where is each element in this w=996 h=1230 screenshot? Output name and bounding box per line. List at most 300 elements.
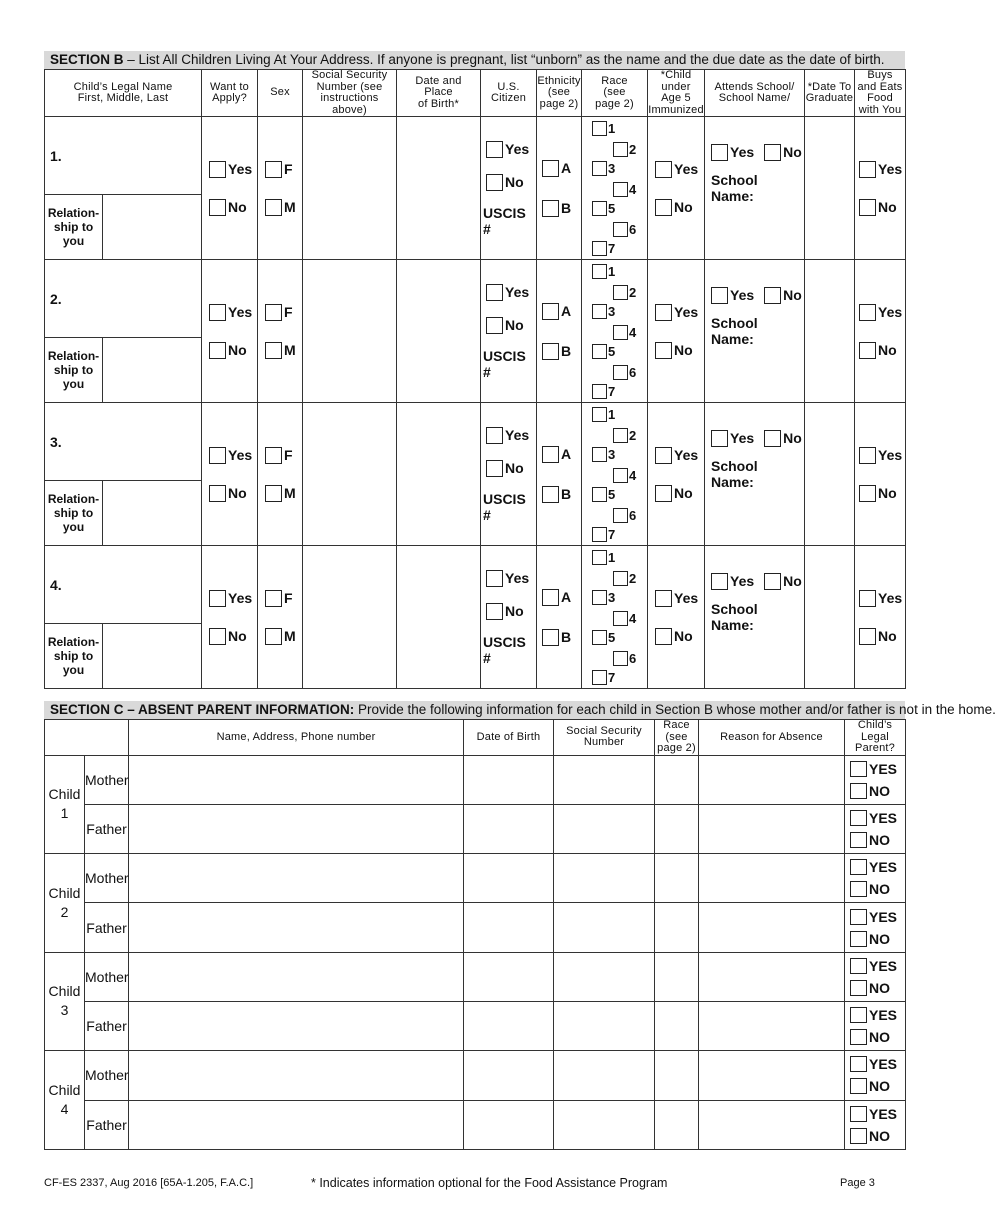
legal-parent-yes-checkbox[interactable] (850, 909, 867, 925)
citizen-yes[interactable] (486, 425, 536, 445)
race-option-1-checkbox[interactable] (592, 407, 607, 422)
buys-food-yes[interactable] (859, 445, 905, 465)
graduate-date-field[interactable] (805, 260, 855, 403)
race-option-7-checkbox[interactable] (592, 241, 607, 256)
race-option-3[interactable] (592, 447, 615, 462)
immunized-no-checkbox[interactable] (655, 199, 672, 216)
relationship-field[interactable] (103, 481, 201, 545)
apply-no[interactable] (209, 197, 257, 217)
ethnicity-a-checkbox[interactable] (542, 589, 559, 606)
parent-name-address-field[interactable] (129, 1001, 464, 1050)
graduate-date-field[interactable] (805, 117, 855, 260)
sex-male-checkbox[interactable] (265, 199, 282, 216)
legal-parent-yes-checkbox[interactable] (850, 761, 867, 777)
race-option-3-checkbox[interactable] (592, 590, 607, 605)
father-label-text: Father (86, 1116, 127, 1133)
school-no-label: No (783, 144, 802, 160)
ethnicity-b[interactable] (542, 484, 581, 504)
race-option-7[interactable] (592, 670, 615, 685)
race-option-3-checkbox[interactable] (592, 447, 607, 462)
race-option-1-checkbox[interactable] (592, 550, 607, 565)
parent-race-field[interactable] (655, 804, 699, 853)
apply-yes-checkbox[interactable] (209, 304, 226, 321)
parent-name-address-field[interactable] (129, 903, 464, 952)
parent-race-field[interactable] (655, 1100, 699, 1149)
ethnicity-a-checkbox[interactable] (542, 160, 559, 177)
race-option-7-checkbox[interactable] (592, 670, 607, 685)
parent-race-field[interactable] (655, 1001, 699, 1050)
citizen-no[interactable] (486, 458, 536, 478)
parent-race-field[interactable] (655, 952, 699, 1001)
apply-yes[interactable] (209, 445, 257, 465)
ssn-field[interactable] (303, 260, 397, 403)
legal-parent-no-checkbox[interactable] (850, 881, 867, 897)
school-no-checkbox[interactable] (764, 573, 781, 590)
child-name-field[interactable] (45, 403, 201, 481)
citizen-no-checkbox[interactable] (486, 603, 503, 620)
race-option-2-checkbox[interactable] (613, 428, 628, 443)
legal-parent-yes-checkbox[interactable] (850, 1056, 867, 1072)
buys-food-no[interactable] (859, 197, 905, 217)
race-option-6-checkbox[interactable] (613, 222, 628, 237)
race-option-5-checkbox[interactable] (592, 630, 607, 645)
parent-dob-field[interactable] (464, 903, 554, 952)
citizen-yes[interactable] (486, 139, 536, 159)
race-option-4-checkbox[interactable] (613, 468, 628, 483)
race-option-3[interactable] (592, 590, 615, 605)
buys-food-yes-checkbox[interactable] (859, 447, 876, 464)
race-option-5[interactable] (592, 487, 615, 502)
sex-male[interactable] (265, 340, 302, 360)
apply-yes-checkbox[interactable] (209, 447, 226, 464)
legal-parent-yes[interactable] (850, 807, 905, 829)
ethnicity-b-checkbox[interactable] (542, 486, 559, 503)
citizen-yes-label: Yes (505, 427, 530, 443)
child-label (45, 854, 85, 953)
apply-no-checkbox[interactable] (209, 199, 226, 216)
dob-place-field[interactable] (397, 260, 481, 403)
immunized-yes-checkbox[interactable] (655, 161, 672, 178)
sex-male[interactable] (265, 197, 302, 217)
relationship-label-text: Relation- ship to you (47, 349, 100, 391)
buys-food-yes[interactable] (859, 302, 905, 322)
ethnicity-a-checkbox[interactable] (542, 446, 559, 463)
immunized-yes-checkbox[interactable] (655, 447, 672, 464)
sex-male[interactable] (265, 626, 302, 646)
parent-name-address-field[interactable] (129, 755, 464, 804)
school-cell (705, 260, 805, 403)
parent-dob-field[interactable] (464, 755, 554, 804)
race-option-1-checkbox[interactable] (592, 264, 607, 279)
legal-parent-yes[interactable] (850, 1004, 905, 1026)
citizen-yes-checkbox[interactable] (486, 427, 503, 444)
race-option-2-checkbox[interactable] (613, 285, 628, 300)
race-option-2-checkbox[interactable] (613, 142, 628, 157)
citizen-yes-label: Yes (505, 284, 530, 300)
race-option-7-checkbox[interactable] (592, 384, 607, 399)
school-yes[interactable] (711, 285, 754, 305)
parent-ssn-field[interactable] (554, 1100, 655, 1149)
buys-food-no[interactable] (859, 340, 905, 360)
immunized-no[interactable] (655, 340, 704, 360)
sex-male-checkbox[interactable] (265, 342, 282, 359)
immunized-no[interactable] (655, 483, 704, 503)
school-no[interactable] (764, 285, 802, 305)
citizen-yes[interactable] (486, 282, 536, 302)
parent-dob-field[interactable] (464, 854, 554, 903)
legal-parent-yes-label: YES (869, 957, 898, 974)
immunized-no-checkbox[interactable] (655, 628, 672, 645)
absence-reason-field[interactable] (699, 952, 845, 1001)
header-child-name-text: Child’s Legal Name First, Middle, Last (73, 80, 173, 104)
immunized-no[interactable] (655, 626, 704, 646)
ethnicity-a[interactable] (542, 587, 581, 607)
relationship-field[interactable] (103, 338, 201, 402)
buys-food-no-checkbox[interactable] (859, 342, 876, 359)
race-option-2[interactable] (613, 571, 636, 586)
sex-male[interactable] (265, 483, 302, 503)
ssn-field[interactable] (303, 117, 397, 260)
absence-reason-field[interactable] (699, 1100, 845, 1149)
ethnicity-a[interactable] (542, 301, 581, 321)
school-yes-label: Yes (730, 573, 755, 589)
race-option-2-checkbox[interactable] (613, 571, 628, 586)
school-yes[interactable] (711, 571, 754, 591)
race-option-1[interactable] (592, 407, 615, 422)
ethnicity-b[interactable] (542, 198, 581, 218)
graduate-date-field[interactable] (805, 546, 855, 689)
race-option-7-checkbox[interactable] (592, 527, 607, 542)
legal-parent-no[interactable] (850, 829, 905, 851)
race-option-6[interactable] (613, 365, 636, 380)
immunized-no-checkbox[interactable] (655, 342, 672, 359)
race-option-6-label: 6 (629, 364, 637, 380)
legal-parent-yes-label: YES (869, 1056, 898, 1073)
race-option-4[interactable] (613, 611, 636, 626)
legal-parent-no[interactable] (850, 780, 905, 802)
buys-food-no-label: No (878, 199, 897, 215)
want-to-apply-cell (202, 260, 258, 403)
race-option-6-checkbox[interactable] (613, 651, 628, 666)
parent-dob-field[interactable] (464, 952, 554, 1001)
parent-race-field[interactable] (655, 755, 699, 804)
legal-parent-no[interactable] (850, 1125, 905, 1147)
race-option-6-checkbox[interactable] (613, 508, 628, 523)
race-option-5[interactable] (592, 630, 615, 645)
parent-ssn-field[interactable] (554, 1001, 655, 1050)
school-no-checkbox[interactable] (764, 144, 781, 161)
apply-no-checkbox[interactable] (209, 485, 226, 502)
ethnicity-b[interactable] (542, 627, 581, 647)
ethnicity-a-label: A (561, 446, 572, 462)
parent-dob-field[interactable] (464, 1100, 554, 1149)
race-option-3[interactable] (592, 304, 615, 319)
race-option-6[interactable] (613, 222, 636, 237)
race-option-2[interactable] (613, 285, 636, 300)
apply-no[interactable] (209, 483, 257, 503)
parent-name-address-field[interactable] (129, 1100, 464, 1149)
parent-ssn-field[interactable] (554, 903, 655, 952)
absence-reason-field[interactable] (699, 804, 845, 853)
apply-yes-checkbox[interactable] (209, 161, 226, 178)
sex-male-checkbox[interactable] (265, 485, 282, 502)
sex-female-checkbox[interactable] (265, 161, 282, 178)
parent-ssn-field[interactable] (554, 804, 655, 853)
parent-race-field[interactable] (655, 854, 699, 903)
race-option-1[interactable] (592, 550, 615, 565)
legal-parent-yes-checkbox[interactable] (850, 958, 867, 974)
apply-no-checkbox[interactable] (209, 342, 226, 359)
race-option-3-checkbox[interactable] (592, 304, 607, 319)
race-option-4-checkbox[interactable] (613, 611, 628, 626)
buys-food-yes[interactable] (859, 588, 905, 608)
immunized-no-label: No (674, 628, 693, 644)
header-school-text: Attends School/ School Name/ (714, 80, 795, 104)
legal-parent-no-checkbox[interactable] (850, 1029, 867, 1045)
legal-parent-no-label: NO (869, 1029, 890, 1046)
apply-yes-checkbox[interactable] (209, 590, 226, 607)
race-option-4[interactable] (613, 325, 636, 340)
parent-name-address-field[interactable] (129, 804, 464, 853)
parent-dob-field[interactable] (464, 1051, 554, 1100)
legal-parent-yes-label: YES (869, 908, 898, 925)
race-option-5-checkbox[interactable] (592, 487, 607, 502)
parent-name-address-field[interactable] (129, 952, 464, 1001)
dob-place-field[interactable] (397, 546, 481, 689)
apply-no-checkbox[interactable] (209, 628, 226, 645)
legal-parent-no-checkbox[interactable] (850, 980, 867, 996)
school-yes-checkbox[interactable] (711, 287, 728, 304)
apply-yes[interactable] (209, 159, 257, 179)
citizen-yes-checkbox[interactable] (486, 570, 503, 587)
immunized-cell (648, 546, 705, 689)
legal-parent-no-label: NO (869, 881, 890, 898)
race-option-1-checkbox[interactable] (592, 121, 607, 136)
absence-reason-field[interactable] (699, 854, 845, 903)
race-option-1[interactable] (592, 264, 615, 279)
sex-female[interactable] (265, 302, 302, 322)
citizen-yes[interactable] (486, 568, 536, 588)
absent-parent-row (45, 903, 906, 952)
sex-female-checkbox[interactable] (265, 304, 282, 321)
sex-female[interactable] (265, 445, 302, 465)
buys-food-no-checkbox[interactable] (859, 199, 876, 216)
uscis-number-label: USCIS # (483, 491, 526, 523)
sex-male-checkbox[interactable] (265, 628, 282, 645)
parent-name-address-field[interactable] (129, 1051, 464, 1100)
legal-parent-no-checkbox[interactable] (850, 1128, 867, 1144)
citizen-no-label: No (505, 317, 524, 333)
header-buys-food-text: Buys and Eats Food with You (857, 69, 903, 116)
uscis-number-label: USCIS # (483, 205, 526, 237)
sex-female-checkbox[interactable] (265, 447, 282, 464)
apply-no[interactable] (209, 340, 257, 360)
ethnicity-b-checkbox[interactable] (542, 629, 559, 646)
buys-food-yes-checkbox[interactable] (859, 161, 876, 178)
legal-parent-no[interactable] (850, 1026, 905, 1048)
race-option-6-checkbox[interactable] (613, 365, 628, 380)
school-yes-checkbox[interactable] (711, 430, 728, 447)
race-option-6[interactable] (613, 508, 636, 523)
legal-parent-yes[interactable] (850, 856, 905, 878)
legal-parent-no[interactable] (850, 977, 905, 999)
immunized-no[interactable] (655, 197, 704, 217)
immunized-yes[interactable] (655, 302, 704, 322)
school-no[interactable] (764, 142, 802, 162)
buys-food-no[interactable] (859, 626, 905, 646)
buys-food-yes-label: Yes (878, 304, 903, 320)
immunized-no-label: No (674, 199, 693, 215)
citizen-yes-checkbox[interactable] (486, 284, 503, 301)
child-name-field[interactable] (45, 260, 201, 338)
legal-parent-no-checkbox[interactable] (850, 931, 867, 947)
parent-ssn-field[interactable] (554, 854, 655, 903)
absence-reason-field[interactable] (699, 1001, 845, 1050)
parent-name-address-field[interactable] (129, 854, 464, 903)
race-option-2[interactable] (613, 428, 636, 443)
legal-parent-no-checkbox[interactable] (850, 1078, 867, 1094)
legal-parent-yes[interactable] (850, 906, 905, 928)
father-label (85, 1001, 129, 1050)
child-label-text: Child 2 (48, 884, 81, 920)
citizen-no-checkbox[interactable] (486, 174, 503, 191)
school-yes[interactable] (711, 428, 754, 448)
race-option-7[interactable] (592, 527, 615, 542)
immunized-yes[interactable] (655, 588, 704, 608)
race-option-6[interactable] (613, 651, 636, 666)
child-name-field[interactable] (45, 546, 201, 624)
school-yes[interactable] (711, 142, 754, 162)
absence-reason-field[interactable] (699, 755, 845, 804)
legal-parent-yes-checkbox[interactable] (850, 1106, 867, 1122)
parent-ssn-field[interactable] (554, 755, 655, 804)
ethnicity-b-label: B (561, 200, 572, 216)
race-option-4[interactable] (613, 182, 636, 197)
relationship-label (45, 624, 103, 688)
apply-yes[interactable] (209, 302, 257, 322)
sex-female-checkbox[interactable] (265, 590, 282, 607)
parent-ssn-field[interactable] (554, 1051, 655, 1100)
sex-female[interactable] (265, 159, 302, 179)
legal-parent-yes-checkbox[interactable] (850, 859, 867, 875)
immunized-cell (648, 403, 705, 546)
legal-parent-no[interactable] (850, 878, 905, 900)
sex-female[interactable] (265, 588, 302, 608)
citizen-no[interactable] (486, 601, 536, 621)
absence-reason-field[interactable] (699, 903, 845, 952)
ethnicity-a-checkbox[interactable] (542, 303, 559, 320)
ssn-field[interactable] (303, 403, 397, 546)
school-yes-checkbox[interactable] (711, 573, 728, 590)
race-option-5[interactable] (592, 201, 615, 216)
parent-race-field[interactable] (655, 1051, 699, 1100)
school-cell (705, 546, 805, 689)
dob-place-field[interactable] (397, 403, 481, 546)
ethnicity-a[interactable] (542, 444, 581, 464)
race-option-4[interactable] (613, 468, 636, 483)
race-option-1[interactable] (592, 121, 615, 136)
dob-place-field[interactable] (397, 117, 481, 260)
citizen-no-checkbox[interactable] (486, 317, 503, 334)
relationship-field[interactable] (103, 195, 201, 259)
race-option-2[interactable] (613, 142, 636, 157)
parent-dob-field[interactable] (464, 804, 554, 853)
ssn-field[interactable] (303, 546, 397, 689)
apply-yes-label: Yes (228, 447, 253, 463)
relationship-field[interactable] (103, 624, 201, 688)
school-yes-checkbox[interactable] (711, 144, 728, 161)
legal-parent-yes[interactable] (850, 758, 905, 780)
legal-parent-cell (845, 1100, 906, 1149)
apply-no[interactable] (209, 626, 257, 646)
school-no[interactable] (764, 428, 802, 448)
legal-parent-no[interactable] (850, 1075, 905, 1097)
buys-food-no-checkbox[interactable] (859, 485, 876, 502)
ethnicity-a[interactable] (542, 158, 581, 178)
graduate-date-field[interactable] (805, 403, 855, 546)
citizen-yes-checkbox[interactable] (486, 141, 503, 158)
buys-food-yes[interactable] (859, 159, 905, 179)
immunized-yes[interactable] (655, 159, 704, 179)
buys-food-no-checkbox[interactable] (859, 628, 876, 645)
legal-parent-no[interactable] (850, 928, 905, 950)
legal-parent-yes[interactable] (850, 1053, 905, 1075)
apply-yes[interactable] (209, 588, 257, 608)
immunized-yes[interactable] (655, 445, 704, 465)
buys-food-no-label: No (878, 628, 897, 644)
buys-food-no[interactable] (859, 483, 905, 503)
race-option-5-checkbox[interactable] (592, 344, 607, 359)
legal-parent-yes[interactable] (850, 1103, 905, 1125)
legal-parent-yes-checkbox[interactable] (850, 810, 867, 826)
race-option-7[interactable] (592, 384, 615, 399)
race-option-4-checkbox[interactable] (613, 182, 628, 197)
legal-parent-no-checkbox[interactable] (850, 783, 867, 799)
school-name-label: School Name: (711, 172, 758, 204)
legal-parent-yes[interactable] (850, 955, 905, 977)
ethnicity-b[interactable] (542, 341, 581, 361)
school-no-checkbox[interactable] (764, 430, 781, 447)
school-no[interactable] (764, 571, 802, 591)
ethnicity-b-checkbox[interactable] (542, 343, 559, 360)
parent-ssn-field[interactable] (554, 952, 655, 1001)
buys-food-yes-checkbox[interactable] (859, 590, 876, 607)
ethnicity-b-checkbox[interactable] (542, 200, 559, 217)
immunized-yes-checkbox[interactable] (655, 590, 672, 607)
sex-male-label: M (284, 342, 296, 358)
citizen-no-checkbox[interactable] (486, 460, 503, 477)
legal-parent-yes-checkbox[interactable] (850, 1007, 867, 1023)
citizen-no[interactable] (486, 315, 536, 335)
legal-parent-no-checkbox[interactable] (850, 832, 867, 848)
race-option-5[interactable] (592, 344, 615, 359)
school-no-checkbox[interactable] (764, 287, 781, 304)
parent-dob-field[interactable] (464, 1001, 554, 1050)
parent-race-field[interactable] (655, 903, 699, 952)
race-option-7[interactable] (592, 241, 615, 256)
race-option-5-checkbox[interactable] (592, 201, 607, 216)
citizen-no[interactable] (486, 172, 536, 192)
race-option-4-checkbox[interactable] (613, 325, 628, 340)
child-name-field[interactable] (45, 117, 201, 195)
race-option-3[interactable] (592, 161, 615, 176)
buys-food-yes-checkbox[interactable] (859, 304, 876, 321)
race-option-3-checkbox[interactable] (592, 161, 607, 176)
immunized-no-checkbox[interactable] (655, 485, 672, 502)
immunized-yes-checkbox[interactable] (655, 304, 672, 321)
absence-reason-field[interactable] (699, 1051, 845, 1100)
sex-male-label: M (284, 485, 296, 501)
